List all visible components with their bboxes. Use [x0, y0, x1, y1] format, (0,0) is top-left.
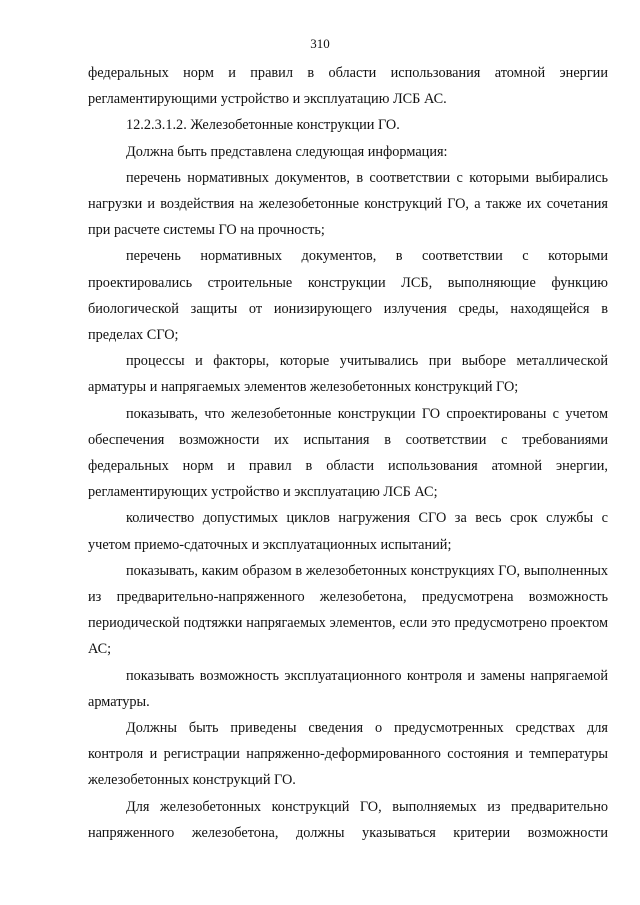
section-heading: 12.2.3.1.2. Железобетонные конструкции ГО.: [126, 117, 400, 134]
list-item-testability: показывать, что железобетонные конструкции ГО спроектированы с учетом обеспечения возможности их испытания в соответствии с требованиями федеральных норм и правил в области использования атомной энергии, регламентирующих устройство и эксплуатацию ЛСБ АС;: [88, 405, 608, 501]
paragraph-prestressed-criteria: Для железобетонных конструкций ГО, выполняемых из предварительно напряженного железобетона, должны указываться критерии возможности: [88, 798, 608, 841]
list-item-reinforcement-factors: процессы и факторы, которые учитывались при выборе металлической арматуры и напрягаемых элементов железобетонных конструкций ГО;: [88, 353, 608, 396]
document-body: [88, 60, 608, 846]
list-item-load-cycles: количество допустимых циклов нагружения СГО за весь срок службы с учетом приемо-сдаточных и эксплуатационных испытаний;: [88, 510, 608, 553]
paragraph-monitoring-means: Должны быть приведены сведения о предусмотренных средствах для контроля и регистрации напряженно-деформированного состояния и температуры железобетонных конструкций ГО.: [88, 720, 608, 789]
paragraph-intro: Должна быть представлена следующая информация:: [126, 143, 448, 160]
list-item-load-norms: перечень нормативных документов, в соответствии с которыми выбирались нагрузки и воздействия на железобетонные конструкций ГО, а также их сочетания при расчете системы ГО на прочность;: [88, 169, 608, 239]
paragraph-continuation: федеральных норм и правил в области использования атомной энергии регламентирующими устройство и эксплуатацию ЛСБ АС.: [88, 65, 608, 108]
list-item-design-norms: перечень нормативных документов, в соответствии с которыми проектировались строительные конструкции ЛСБ, выполняющие функцию биологической защиты от ионизирующего излучения среды, находящейся в пределах СГО;: [88, 248, 608, 344]
list-item-tendon-inspection: показывать возможность эксплуатационного контроля и замены напрягаемой арматуры.: [88, 667, 608, 710]
list-item-tendon-retensioning: показывать, каким образом в железобетонных конструкциях ГО, выполненных из предварительно-напряженного железобетона, предусмотрена возможность периодической подтяжки напрягаемых элементов, если это предусмотрено проектом АС;: [88, 562, 608, 658]
page-number: 310: [310, 36, 330, 51]
